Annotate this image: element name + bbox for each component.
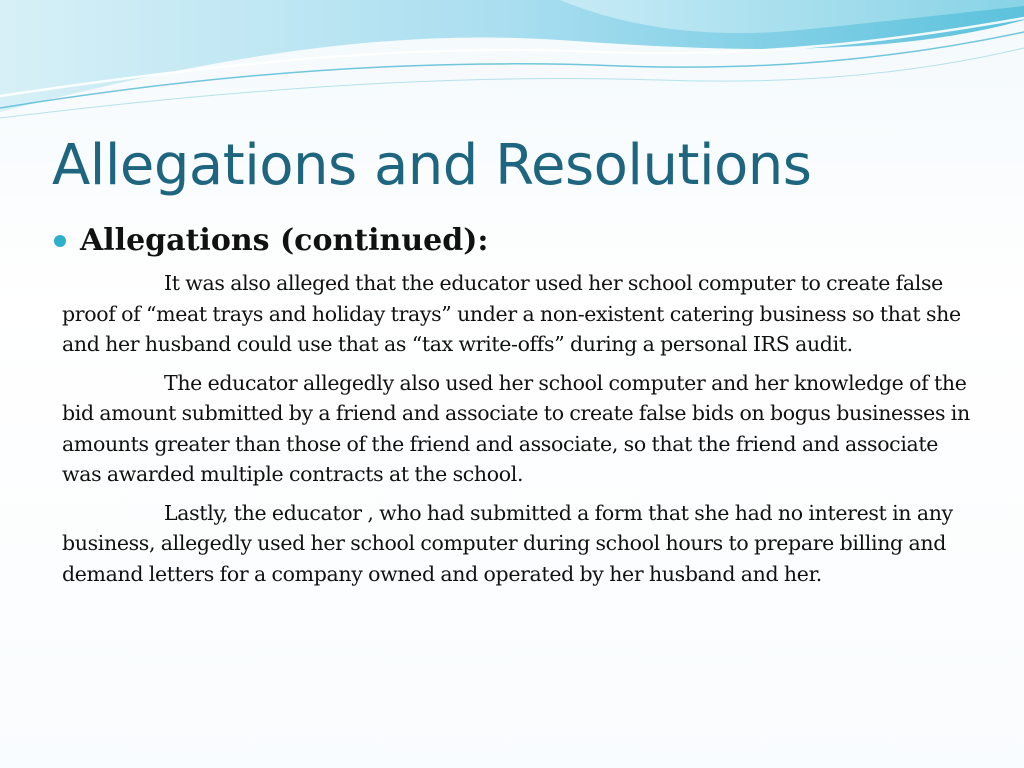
bullet-dot-icon [54, 235, 66, 247]
paragraph-2: The educator allegedly also used her school computer and her knowledge of the bid amount submitted by a friend and associate to create false bids on bogus businesses in amounts greater than those of the friend and associate, so that the friend and associate was awarded multiple contracts at the school. [62, 370, 970, 486]
slide-title: Allegations and Resolutions [52, 133, 812, 198]
slide-body [62, 218, 982, 597]
paragraph-1: It was also alleged that the educator used her school computer to create false proof of “meat trays and holiday trays” under a non-existent catering business so that she and her husband could use that as “tax write-offs” during a personal IRS audit. [62, 271, 961, 356]
bullet-item [52, 218, 982, 268]
decorative-wave-header [0, 0, 1024, 130]
bullet-heading: Allegations (continued): [80, 223, 489, 258]
paragraph-3: Lastly, the educator , who had submitted a form that she had no interest in any business, allegedly used her school computer during school hours to prepare billing and demand letters for a company owned and operated by her husband and her. [62, 500, 953, 586]
